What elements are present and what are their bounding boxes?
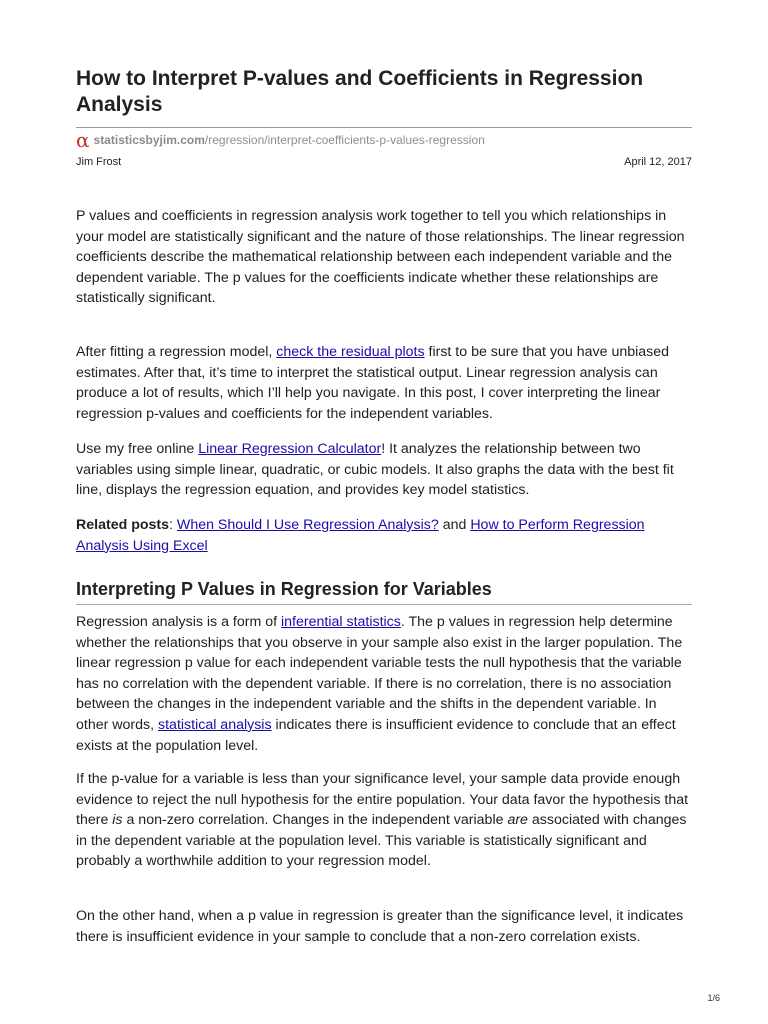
other-hand-paragraph [76,906,692,947]
regression-excel-link[interactable]: How to Perform Regression Analysis Using Excel [76,517,645,554]
article-title: How to Interpret P-values and Coefficients in Regression Analysis [76,67,644,116]
regression-calculator-link[interactable]: Linear Regression Calculator [198,441,382,457]
intro-text: P values and coefficients in regression analysis work together to tell you which relationships in your model are statistically significant and the nature of those relationships. The linear regression coefficients describe the mathematical relationship between each independent variable and the dependent variable. The p values for the coefficients indicate whether these relationships are statistically significant. [76,208,685,307]
calculator-text-1: Use my free online [76,441,199,457]
alpha-icon: α [76,128,90,152]
related-posts-paragraph [76,515,692,556]
inferential-text-2: . The p values in regression help determine whether the relationships that you observe in your sample also exist in the larger population. The linear regression p value for each independent variable tests the null hypothesis that the variable has no correlation with the dependent variable. If there is no correlation, there is no association between the changes in the independent variable and the shifts in the dependent variable. In other words, [76,614,683,733]
when-use-regression-link[interactable]: When Should I Use Regression Analysis? [176,517,439,533]
source-line [76,128,485,152]
page-number: 1/6 [707,993,720,1003]
section-heading: Interpreting P Values in Regression for Variables [76,579,492,599]
significance-text-2: a non-zero correlation. Changes in the independent variable [122,812,508,829]
significance-paragraph [76,769,692,872]
related-sep-1: : [169,517,177,533]
emphasis-is: is [112,812,123,829]
residual-text-1: After fitting a regression model, [76,344,277,360]
residual-text-2: first to be sure that you have unbiased estimates. After that, it’s time to interpret the statistical output. Linear regression analysis can produce a lot of results, which I’ll help you navigate. In this post, I cover interpreting the linear regression p-values and coefficients for the independent variables. [76,344,670,422]
source-domain[interactable]: statisticsbyjim.com [93,133,205,147]
residual-plots-link[interactable]: check the residual plots [276,344,425,360]
calculator-text-2: ! It analyzes the relationship between two variables using simple linear, quadratic, or cubic models. It also graphs the data with the best fit line, displays the regression equation, and provides key model statistics. [76,441,674,499]
inferential-text-1: Regression analysis is a form of [76,614,282,630]
intro-paragraph [76,206,692,309]
emphasis-are: are [507,812,528,829]
title-divider [76,127,692,128]
inferential-statistics-link[interactable]: inferential statistics [281,614,401,630]
statistical-analysis-link[interactable]: statistical analysis [158,716,272,733]
calculator-paragraph [76,439,692,501]
inferential-paragraph [76,612,692,756]
significance-text-3: associated with changes in the dependent variable at the population level. This variable is statistically significant and probably a worthwhile addition to your regression model. [76,812,687,870]
related-sep-2: and [438,517,471,533]
significance-text-1: If the p-value for a variable is less than your significance level, your sample data provide enough evidence to reject the null hypothesis for the entire population. Your data favor the hypothesis that there [76,771,689,829]
author-name: Jim Frost [76,156,122,168]
residual-paragraph [76,342,692,424]
publish-date: April 12, 2017 [624,156,692,168]
other-hand-text: On the other hand, when a p value in regression is greater than the significance level, it indicates there is insufficient evidence in your sample to conclude that a non-zero correlation exists. [76,908,684,945]
source-path[interactable]: /regression/interpret-coefficients-p-values-regression [204,133,485,147]
inferential-text-3: indicates there is insufficient evidence to conclude that an effect exists at the population level. [76,716,676,754]
section-divider [76,604,692,605]
related-posts-label: Related posts [76,517,170,533]
